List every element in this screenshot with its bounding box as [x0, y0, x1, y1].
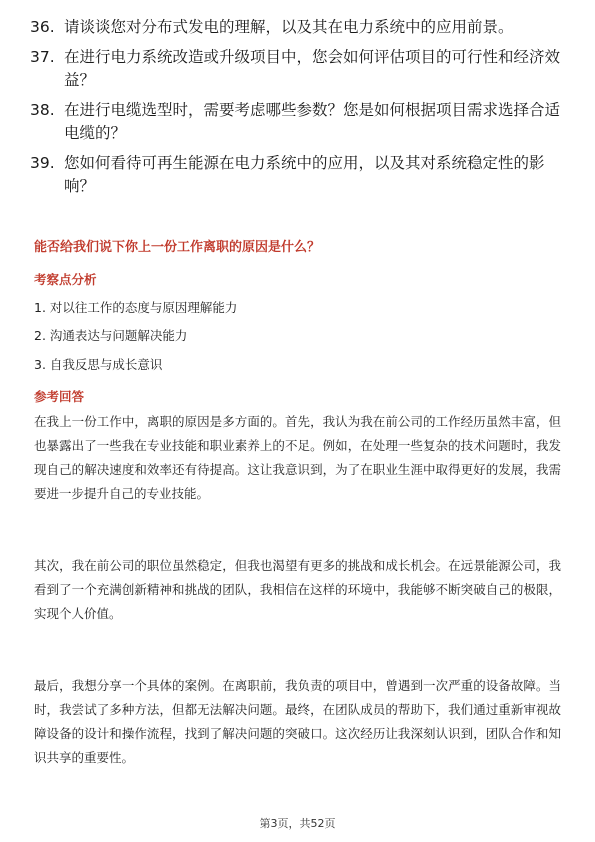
analysis-point: 2. 沟通表达与问题解决能力: [34, 328, 188, 343]
question-text: 在进行电缆选型时，需要考虑哪些参数？您是如何根据项目需求选择合适电缆的？: [64, 100, 561, 142]
question-item: [30, 152, 562, 199]
question-text: 在进行电力系统改造或升级项目中，您会如何评估项目的可行性和经济效益？: [64, 47, 561, 89]
answer-paragraph: 其次，我在前公司的职位虽然稳定，但我也渴望有更多的挑战和成长机会。在远景能源公司，我看到了一个充满创新精神和挑战的团队，我相信在这样的环境中，我能够不断突破自己的极限，实现个人价值。: [34, 558, 561, 621]
answer-paragraph: 最后，我想分享一个具体的案例。在离职前，我负责的项目中，曾遇到一次严重的设备故障。当时，我尝试了多种方法，但都无法解决问题。最终，在团队成员的帮助下，我们通过重新审视故障设备的设计和操作流程，找到了解决问题的突破口。这次经历让我深刻认识到，团队合作和知识共享的重要性。: [34, 678, 561, 765]
analysis-point: 1. 对以往工作的态度与原因理解能力: [34, 300, 238, 315]
question-text: 您如何看待可再生能源在电力系统中的应用，以及其对系统稳定性的影响？: [64, 153, 545, 195]
question-text: 请谈谈您对分布式发电的理解，以及其在电力系统中的应用前景。: [64, 18, 514, 36]
main-question-heading: 能否给我们说下你上一份工作离职的原因是什么？: [34, 240, 321, 255]
question-item: [30, 16, 562, 40]
question-number: 38.: [30, 100, 55, 119]
question-item: [30, 46, 562, 93]
question-number: 39.: [30, 153, 55, 172]
question-item: [30, 99, 562, 146]
question-list: [30, 16, 562, 205]
answer-title: 参考回答: [34, 389, 85, 404]
analysis-point: 3. 自我反思与成长意识: [34, 357, 163, 372]
question-number: 37.: [30, 47, 55, 66]
answer-paragraph: 在我上一份工作中，离职的原因是多方面的。首先，我认为我在前公司的工作经历虽然丰富，但也暴露出了一些我在专业技能和职业素养上的不足。例如，在处理一些复杂的技术问题时，我发现自己的解决速度和效率还有待提高。这让我意识到，为了在职业生涯中取得更好的发展，我需要进一步提升自己的专业技能。: [34, 414, 561, 501]
question-number: 36.: [30, 18, 55, 36]
analysis-title: 考察点分析: [34, 272, 97, 287]
page-footer: 第3页，共52页: [259, 817, 336, 830]
